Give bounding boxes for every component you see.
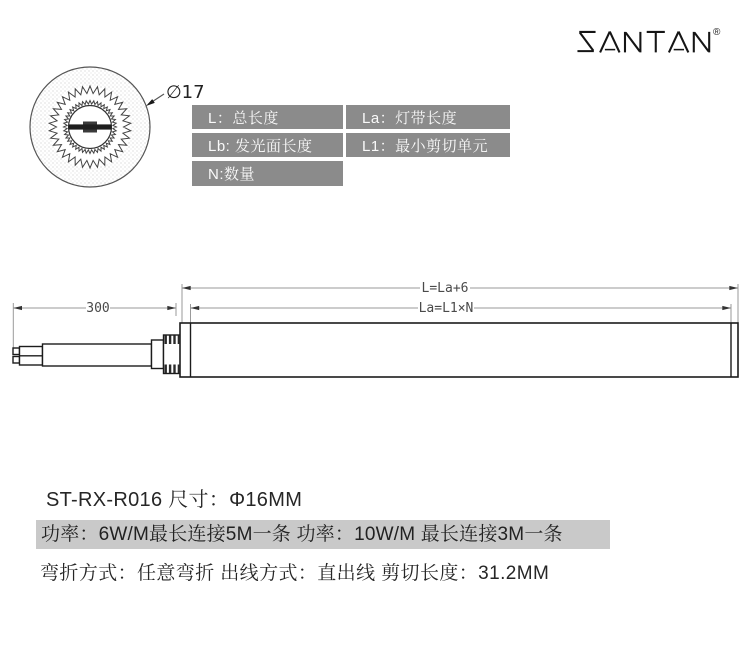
santan-logo-letters — [577, 30, 711, 54]
model-size-line: ST-RX-R016 尺寸：Φ16MM — [46, 489, 303, 511]
dimension-drawing — [0, 262, 748, 392]
legend-label: N:数量 — [208, 166, 256, 183]
legend-label: La：灯带长度 — [362, 109, 458, 127]
dim-lead-length: 300 — [86, 301, 110, 316]
wire-tip-lower — [13, 357, 20, 364]
dim-strip-length: La=L1×N — [418, 301, 474, 316]
legend-box-quantity — [192, 161, 343, 186]
legend-label: L：总长度 — [208, 109, 279, 127]
legend-box-min-cut-unit — [346, 133, 510, 157]
registered-trademark: ® — [713, 27, 721, 38]
power-spec-highlight: 功率：6W/M最长连接5M一条 功率：10W/M 最长连接3M一条 — [36, 520, 610, 549]
diameter-label: ∅17 — [166, 82, 205, 103]
legend-box-strip-length — [346, 105, 510, 129]
wire-tip-upper — [13, 348, 20, 355]
santan-logo — [577, 27, 727, 62]
connector-fitting — [152, 340, 164, 369]
legend-box-total-length — [192, 105, 343, 129]
cable — [43, 344, 152, 366]
legend-box-luminous-length — [192, 133, 343, 157]
dimension-arrowheads — [13, 286, 738, 310]
legend-label: Lb: 发光面长度 — [208, 137, 313, 155]
bend-cut-spec-line: 弯折方式：任意弯折 出线方式：直出线 剪切长度：31.2MM — [40, 563, 550, 584]
diameter-arrowhead-icon — [146, 99, 155, 106]
tube-body — [180, 323, 738, 377]
legend-label: L1：最小剪切单元 — [362, 137, 489, 155]
dim-total-length: L=La+6 — [421, 281, 469, 296]
tube-part-outline — [13, 323, 738, 377]
pcb-strip-bar — [69, 124, 112, 129]
